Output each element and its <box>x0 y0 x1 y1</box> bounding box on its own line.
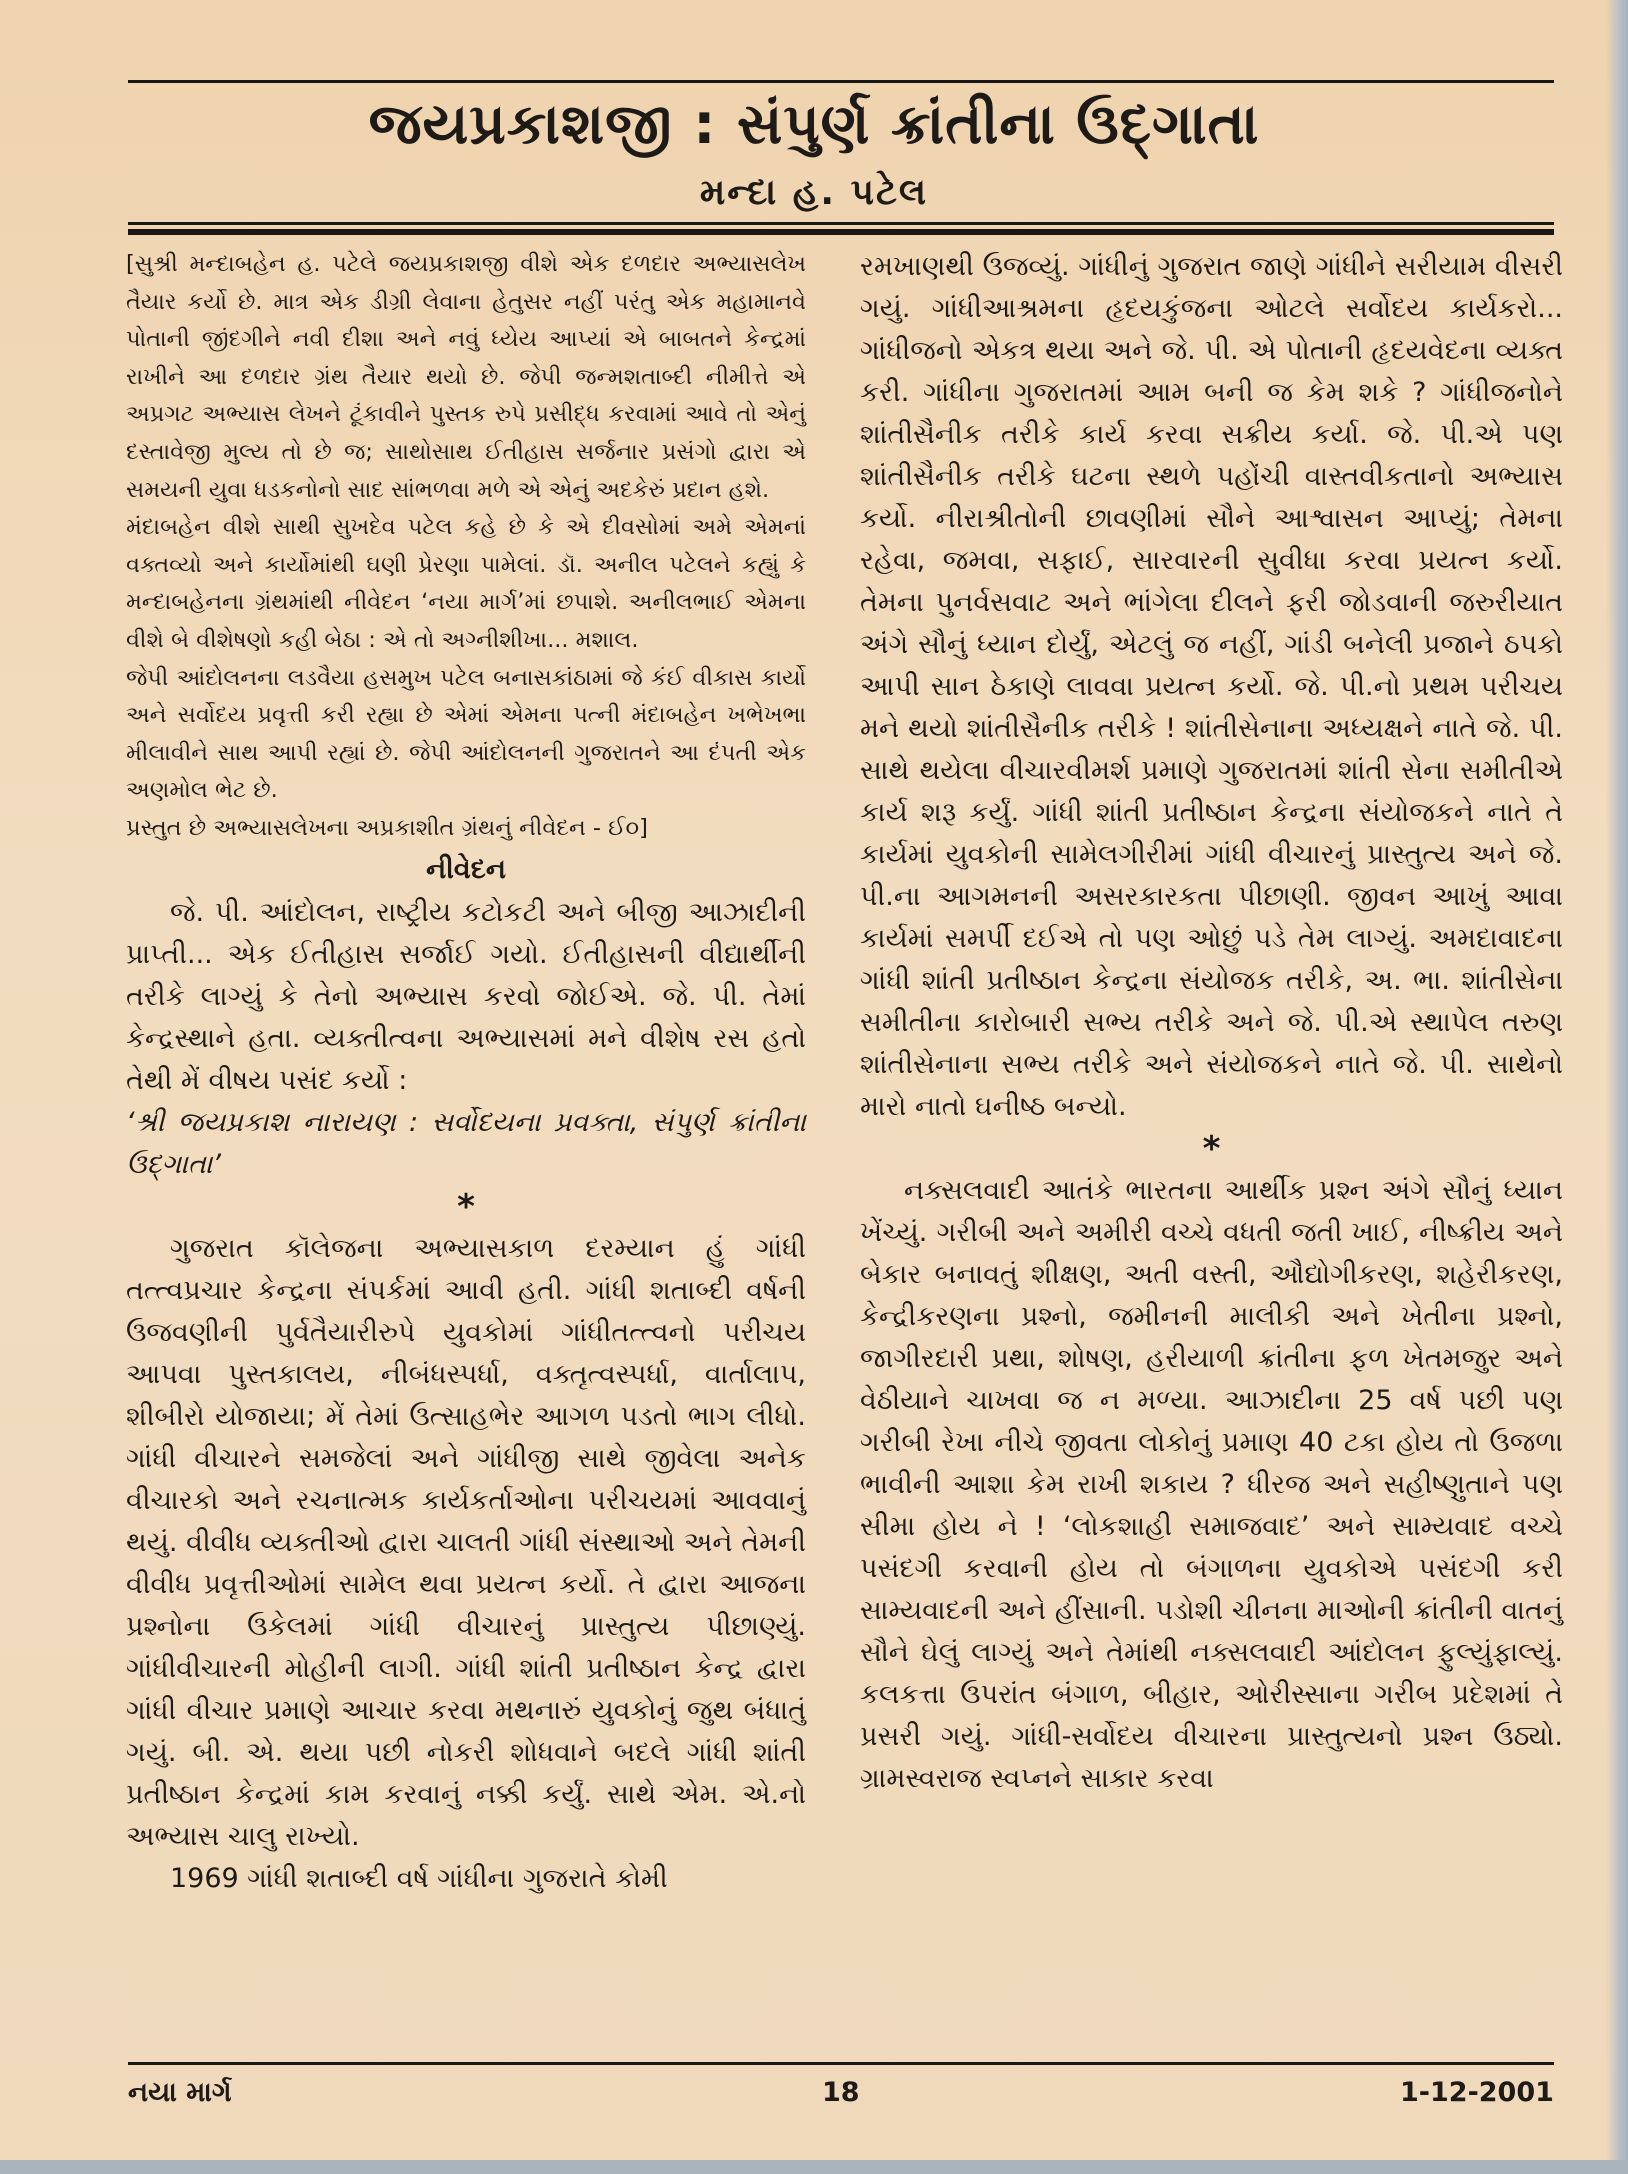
right-body <box>860 246 1563 1800</box>
article-author: મન્દા હ. પટેલ <box>699 172 929 213</box>
title-rule-thick <box>128 229 1554 235</box>
right-column <box>860 246 1563 1800</box>
thesis-title-quote: ‘શ્રી જયપ્રકાશ નારાયણ : સર્વોદયના પ્રવક્તા, સંપુર્ણ ક્રાંતીના ઉદ્‌ગાતા’ <box>126 1106 806 1180</box>
body-paragraph: ગુજરાત કૉલેજના અભ્યાસકાળ દરમ્યાન હું ગાંધી તત્ત્વપ્રચાર કેન્દ્રના સંપર્કમાં આવી હતી. ગાંધી શતાબ્દી વર્ષની ઉજવણીની પુર્વતૈયારીરુપે યુવકોમાં ગાંધીતત્ત્વનો પરીચય આપવા પુસ્તકાલય, નીબંધસ્પર્ધા, વક્તૃત્વસ્પર્ધા, વાર્તાલાપ, શીબીરો યોજાયા; મેં તેમાં ઉત્સાહભેર આગળ પડતો ભાગ લીધો. ગાંધી વીચારને સમજેલાં અને ગાંધીજી સાથે જીવેલા અનેક વીચારકો અને રચનાત્મક કાર્યકર્તાઓના પરીચયમાં આવવાનું થયું. વીવીધ વ્યક્તીઓ દ્વારા ચાલતી ગાંધી સંસ્થાઓ અને તેમની વીવીધ પ્રવૃત્તીઓમાં સામેલ થવા પ્રયત્ન કર્યો. તે દ્વારા આજના પ્રશ્નોના ઉકેલમાં ગાંધી વીચારનું પ્રાસ્તુત્ય પીછાણ્યું. ગાંધીવીચારની મોહીની લાગી. ગાંધી શાંતી પ્રતીષ્ઠાન કેન્દ્ર દ્વારા ગાંધી વીચાર પ્રમાણે આચાર કરવા મથનારું યુવકોનું જુથ બંધાતું ગયું. બી. એ. થયા પછી નોકરી શોધવાને બદલે ગાંધી શાંતી પ્રતીષ્ઠાન કેન્દ્રમાં કામ કરવાનું નક્કી કર્યું. સાથે એમ. એ.નો અભ્યાસ ચાલુ રાખ્યો. <box>126 1232 806 1852</box>
intro-paragraph: [સુશ્રી મન્દાબહેન હ. પટેલે જયપ્રકાશજી વીશે એક દળદાર અભ્યાસલેખ તૈયાર કર્યો છે. માત્ર એક ડીગ્રી લેવાના હેતુસર નહીં પરંતુ એક મહામાનવે પોતાની જીંદગીને નવી દીશા અને નવું ધ્યેય આપ્યાં એ બાબતને કેન્દ્રમાં રાખીને આ દળદાર ગ્રંથ તૈયાર થયો છે. જેપી જન્મશતાબ્દી નીમીત્તે એ અપ્રગટ અભ્યાસ લેખને ટૂંકાવીને પુસ્તક રુપે પ્રસીદ્ધ કરવામાં આવે તો એનું દસ્તાવેજી મુલ્ય તો છે જ; સાથોસાથ ઈતીહાસ સર્જનાર પ્રસંગો દ્વારા એ સમયની યુવા ધડકનોનો સાદ સાંભળવા મળે એ એનું અદકેરું પ્રદાન હશે. <box>126 251 806 503</box>
title-rule-thin <box>128 222 1554 225</box>
intro-paragraph: મંદાબહેન વીશે સાથી સુખદેવ પટેલ કહે છે કે એ દીવસોમાં અમે એમનાં વક્તવ્યો અને કાર્યોમાંથી ઘણી પ્રેરણા પામેલાં. ડૉ. અનીલ પટેલને કહ્યું કે મન્દાબહેનના ગ્રંથમાંથી નીવેદન ‘નયા માર્ગ’માં છપાશે. અનીલભાઈ એમના વીશે બે વીશેષણો કહી બેઠા : એ તો અગ્નીશીખા... મશાલ. <box>126 514 806 653</box>
article-title: જયપ્રકાશજી : સંપુર્ણ ક્રાંતીના ઉદ્‌ગાતા <box>368 92 1260 157</box>
section-separator: * <box>457 1186 475 1227</box>
section-separator: * <box>1202 1129 1221 1169</box>
intro-paragraph: જેપી આંદોલનના લડવૈયા હસમુખ પટેલ બનાસકાંઠામાં જે કંઈ વીકાસ કાર્યો અને સર્વોદય પ્રવૃત્તી કરી રહ્યા છે એમાં એમના પત્ની મંદાબહેન ખભેખભા મીલાવીને સાથ આપી રહ્યાં છે. જેપી આંદોલનની ગુજરાતને આ દંપતી એક અણમોલ ભેટ છે. <box>126 664 806 804</box>
footer-rule <box>128 2062 1554 2065</box>
section-heading: નીવેદન <box>426 853 506 885</box>
body-paragraph: રમખાણથી ઉજવ્યું. ગાંધીનું ગુજરાત જાણે ગાંધીને સરીયામ વીસરી ગયું. ગાંધીઆશ્રમના હૃદયકુંજના ઓટલે સર્વોદય કાર્યકરો... ગાંધીજનો એકત્ર થયા અને જે. પી. એ પોતાની હૃદયવેદના વ્યક્ત કરી. ગાંધીના ગુજરાતમાં આમ બની જ કેમ શકે ? ગાંધીજનોને શાંતીસૈનીક તરીકે કાર્ય કરવા સક્રીય કર્યા. જે. પી.એ પણ શાંતીસૈનીક તરીકે ઘટના સ્થળે પહોંચી વાસ્તવીકતાનો અભ્યાસ કર્યો. નીરાશ્રીતોની છાવણીમાં સૌને આશ્વાસન આપ્યું; તેમના રહેવા, જમવા, સફાઈ, સારવારની સુવીધા કરવા પ્રયત્ન કર્યો. તેમના પુનર્વસવાટ અને ભાંગેલા દીલને ફરી જોડવાની જરુરીયાત અંગે સૌનું ધ્યાન દોર્યું, એટલું જ નહીં, ગાંડી બનેલી પ્રજાને ઠપકો આપી સાન ઠેકાણે લાવવા પ્રયત્ન કર્યો. જે. પી.નો પ્રથમ પરીચય મને થયો શાંતીસૈનીક તરીકે ! શાંતીસેનાના અધ્યક્ષને નાતે જે. પી. સાથે થયેલા વીચારવીમર્શ પ્રમાણે ગુજરાતમાં શાંતી સેના સમીતીએ કાર્ય શરૂ કર્યું. ગાંધી શાંતી પ્રતીષ્ઠાન કેન્દ્રના સંયોજકને નાતે તે કાર્યમાં યુવકોની સામેલગીરીમાં ગાંધી વીચારનું પ્રાસ્તુત્ય અને જે. પી.ના આગમનની અસરકારકતા પીછાણી. જીવન આખું આવા કાર્યમાં સમર્પી દઈએ તો પણ ઓછું પડે તેમ લાગ્યું. અમદાવાદના ગાંધી શાંતી પ્રતીષ્ઠાન કેન્દ્રના સંયોજક તરીકે, અ. ભા. શાંતીસેના સમીતીના કારોબારી સભ્ય તરીકે અને જે. પી.એ સ્થાપેલ તરુણ શાંતીસેનાના સભ્ય તરીકે અને સંયોજકને નાતે જે. પી. સાથેનો મારો નાતો ઘનીષ્ઠ બન્યો. <box>860 251 1563 1122</box>
editor-intro <box>126 246 806 848</box>
intro-paragraph: પ્રસ્તુત છે અભ્યાસલેખના અપ્રકાશીત ગ્રંથનું નીવેદન - ઈ૦] <box>126 814 648 841</box>
body-paragraph: 1969 ગાંધી શતાબ્દી વર્ષ ગાંધીના ગુજરાતે કોમી <box>170 1862 668 1894</box>
body-paragraph: નક્સલવાદી આતંકે ભારતના આર્થીક પ્રશ્ન અંગે સૌનું ધ્યાન ખેંચ્યું. ગરીબી અને અમીરી વચ્ચે વધતી જતી ખાઈ, નીષ્ક્રીય અને બેકાર બનાવતું શીક્ષણ, અતી વસ્તી, ઔદ્યોગીકરણ, શહેરીકરણ, કેન્દ્રીકરણના પ્રશ્નો, જમીનની માલીકી અને ખેતીના પ્રશ્નો, જાગીરદારી પ્રથા, શોષણ, હરીયાળી ક્રાંતીના ફળ ખેતમજુર અને વેઠીયાને ચાખવા જ ન મળ્યા. આઝાદીના 25 વર્ષ પછી પણ ગરીબી રેખા નીચે જીવતા લોકોનું પ્રમાણ 40 ટકા હોય તો ઉજળા ભાવીની આશા કેમ રાખી શકાય ? ધીરજ અને સહીષ્ણુતાને પણ સીમા હોય ને ! ‘લોકશાહી સમાજવાદ’ અને સામ્યવાદ વચ્ચે પસંદગી કરવાની હોય તો બંગાળના યુવકોએ પસંદગી કરી સામ્યવાદની અને હીંસાની. પડોશી ચીનના માઓની ક્રાંતીની વાતનું સૌને ઘેલું લાગ્યું અને તેમાંથી નક્સલવાદી આંદોલન ફુલ્યુંફાલ્યું. કલકત્તા ઉપરાંત બંગાળ, બીહાર, ઓરીસ્સાના ગરીબ પ્રદેશમાં તે પ્રસરી ગયું. ગાંધી-સર્વોદય વીચારના પ્રાસ્તુત્યનો પ્રશ્ન ઉઠ્યો. ગ્રામસ્વરાજ સ્વપ્નને સાકાર કરવા <box>860 1175 1563 1794</box>
scan-bottom-edge <box>0 2160 1628 2174</box>
left-column <box>126 246 806 1900</box>
footer-magazine: નયા માર્ગ <box>128 2077 232 2108</box>
scan-edge <box>1606 0 1628 2174</box>
top-rule <box>128 80 1554 83</box>
body-paragraph: જે. પી. આંદોલન, રાષ્ટ્રીય કટોકટી અને બીજી આઝાદીની પ્રાપ્તી... એક ઈતીહાસ સર્જાઈ ગયો. ઈતીહાસની વીદ્યાર્થીની તરીકે લાગ્યું કે તેનો અભ્યાસ કરવો જોઈએ. જે. પી. તેમાં કેન્દ્રસ્થાને હતા. વ્યક્તીત્વના અભ્યાસમાં મને વીશેષ રસ હતો તેથી મેં વીષય પસંદ કર્યો : <box>126 896 806 1096</box>
footer-date: 1-12-2001 <box>1400 2077 1554 2108</box>
footer-page-number: 18 <box>822 2077 860 2108</box>
left-body <box>126 892 806 1900</box>
